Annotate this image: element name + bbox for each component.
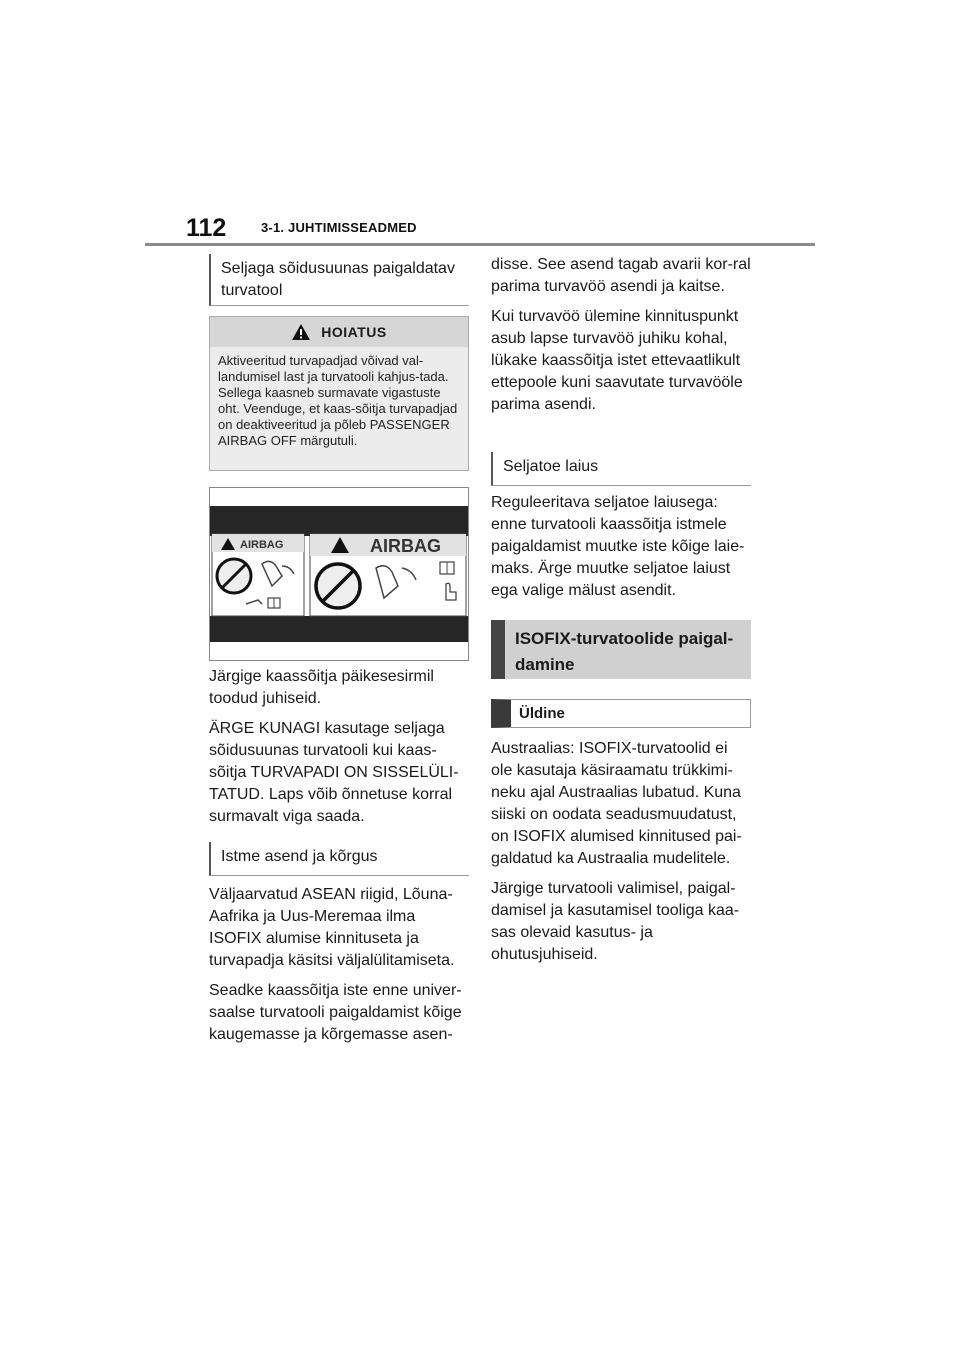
subheading-rear-facing-seat [209, 254, 469, 306]
subheading-seat-position [209, 842, 469, 876]
para-follow-visor: Järgige kaassõitja päikesesirmil toodud juhiseid. [209, 668, 434, 707]
warning-text: Aktiveeritud turvapadjad võivad val-landumisel last ja turvatooli kahjus-tada. Sellega kaasneb surmavate vigastuste oht. Veenduge, et kaas-sõitja turvapadjad on deaktiveeritud ja põleb PASSENGER AIRBAG OFF märgutuli. [218, 353, 458, 448]
subsection-general-text: Üldine [519, 705, 565, 722]
warning-header [210, 317, 468, 347]
para-adjust-seat: Seadke kaassõitja iste enne univer-saalse turvatooli paigaldamist kõige kaugemasse ja kõrgemasse asen- [209, 982, 462, 1043]
page-number: 112 [186, 214, 227, 242]
large-airbag-label: AIRBAG [370, 536, 441, 556]
small-airbag-label: AIRBAG [240, 539, 284, 551]
subsection-general [491, 699, 751, 728]
right-body-1 [491, 254, 751, 424]
para-australia: Austraalias: ISOFIX-turvatoolid ei ole kasutaja käsiraamatu trükkimi-neku ajal Austraalias lubatud. Kuna siiski on oodata seadusmuudatust, on ISOFIX alumised kinnitused pai-galdatud ka Austraalia mudelitele. [491, 740, 742, 867]
left-body-1 [209, 666, 469, 836]
subheading-backrest-text: Seljatoe laius [503, 458, 599, 475]
para-follow-instructions: Järgige turvatooli valimisel, paigal-damisel ja kasutamisel tooliga kaa-sas olevaid kasutus- ja ohutusjuhiseid. [491, 880, 740, 963]
right-body-3 [491, 738, 751, 974]
para-exceptions: Väljaarvatud ASEAN riigid, Lõuna-Aafrika ja Uus-Meremaa ilma ISOFIX alumise kinnituseta ja turvapadja käsitsi väljalülitamiseta. [209, 886, 455, 969]
warning-title: HOIATUS [321, 324, 387, 340]
para-upper-anchor: Kui turvavöö ülemine kinnituspunkt asub lapse turvavöö juhiku kohal, lükake kaassõitja istet ettevaatlikult ettepoole kuni saavutate turvavööle parima asendi. [491, 308, 743, 413]
right-body-2 [491, 492, 751, 610]
para-backrest-width: Reguleeritava seljatoe laiusega: enne turvatooli kaassõitja istmele paigaldamist muutke iste kõige laie-maks. Ärge muutke seljatoe laiust ega valige mälust asendit. [491, 494, 745, 599]
subheading-backrest-width [491, 452, 751, 486]
warning-triangle-icon [291, 323, 311, 341]
airbag-label-figure [209, 487, 469, 661]
header-divider [145, 243, 815, 246]
chapter-title: 3-1. JUHTIMISSEADMED [261, 220, 417, 235]
section-heading-isofix [491, 620, 751, 679]
subheading-rear-facing-text: Seljaga sõidusuunas paigaldatav turvatool [221, 260, 455, 299]
subheading-seat-position-text: Istme asend ja kõrgus [221, 848, 378, 865]
para-position-continue: disse. See asend tagab avarii kor-ral parima turvavöö asendi ja kaitse. [491, 256, 751, 295]
section-heading-isofix-text: ISOFIX-turvatoolide paigal-damine [515, 629, 734, 674]
warning-box [209, 316, 469, 471]
para-never-use: ÄRGE KUNAGI kasutage seljaga sõidusuunas turvatooli kui kaas-sõitja TURVAPADI ON SISSELÜLI-TATUD. Laps võib õnnetuse korral surmavalt viga saada. [209, 720, 459, 825]
left-body-2 [209, 884, 469, 1054]
airbag-label-illustration [210, 488, 468, 660]
